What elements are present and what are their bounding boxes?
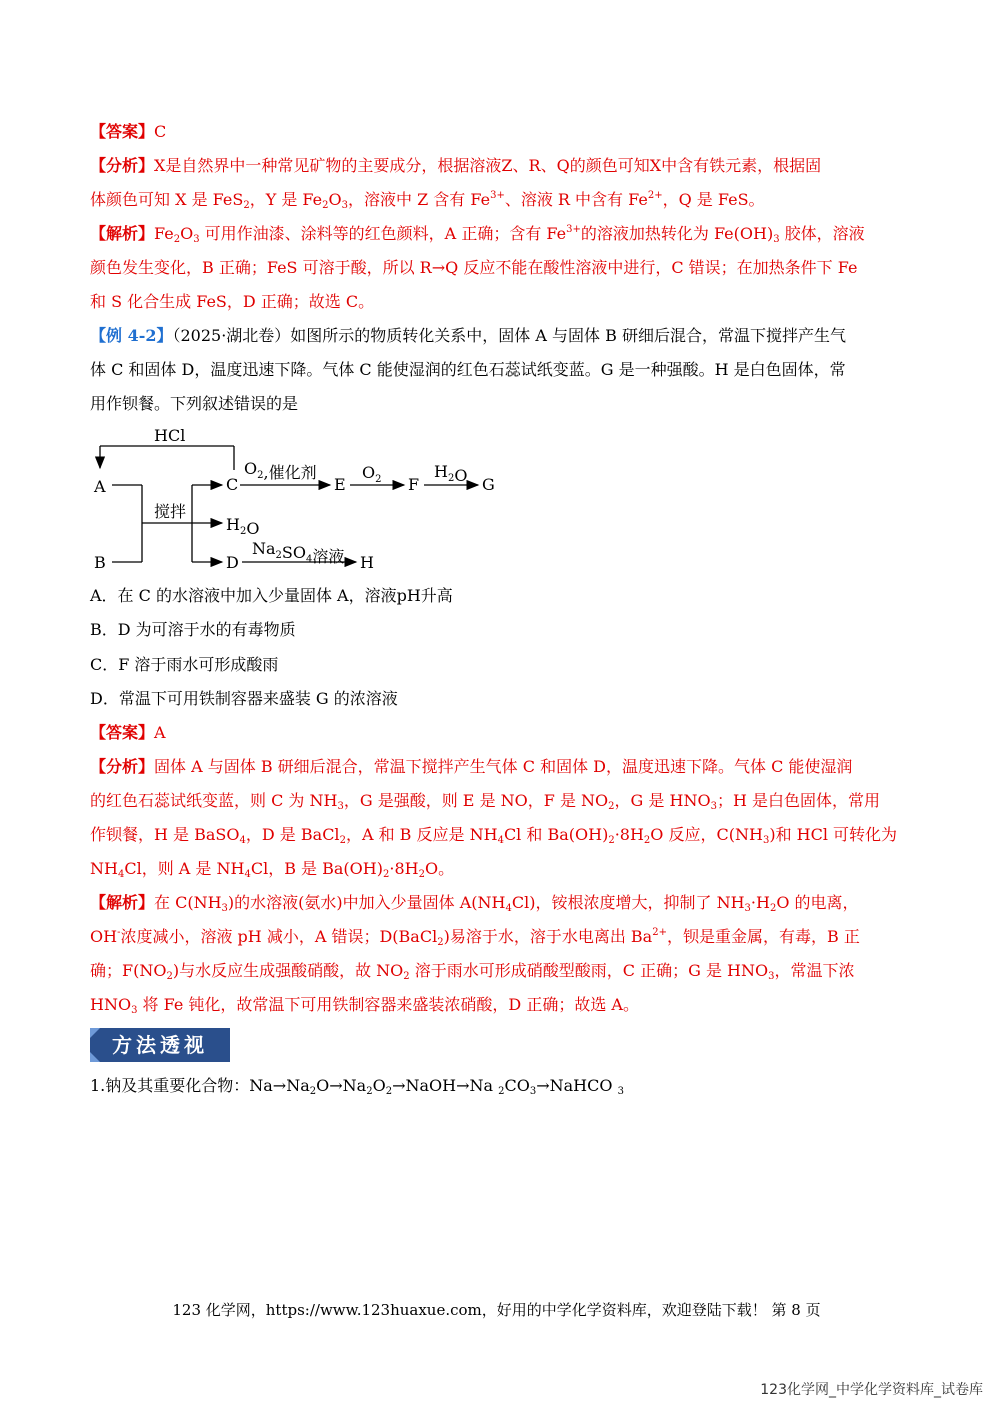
analysis-text: X是自然界中一种常见矿物的主要成分，根据溶液Z、R、Q的颜色可知X中含有铁元素，根据固: [154, 156, 822, 175]
answer-tag: 【答案】: [90, 122, 155, 141]
answer-1: [90, 122, 905, 142]
node-g: G: [482, 475, 495, 494]
solution-tag: 【解析】: [90, 224, 155, 243]
hcl-label: HCl: [154, 426, 186, 445]
page-footer: 123 化学网，https://www.123huaxue.com，好用的中学化学资料库，欢迎登陆下载！ 第 8 页: [172, 1301, 821, 1319]
solution-1-line-3: 和 S 化合生成 FeS，D 正确；故选 C。: [90, 292, 375, 311]
watermark: 123化学网_中学化学资料库_试卷库: [760, 1382, 983, 1398]
solution-2-line-3: 确；$F(NO_2)$与水反应生成强酸硝酸，故 $NO_2$ 溶于雨水可形成硝酸型酸雨，C 正确；G 是 $HNO_3$，常温下浓: [90, 961, 855, 982]
node-c: C: [226, 475, 239, 494]
h2o-label: $H_2O$: [434, 462, 468, 485]
option-d: D．常温下可用铁制容器来盛装 G 的浓溶液: [90, 689, 398, 708]
o2-label: $O_2$: [362, 463, 382, 485]
analysis-2-line-2: 的红色石蕊试纸变蓝，则 C 为 $NH_3$，G 是强酸，则 E 是 NO，F 是 $NO_2$，G 是 $HNO_3$；H 是白色固体，常用: [90, 791, 880, 812]
mix-lines: [112, 485, 222, 562]
option-a: A．在 C 的水溶液中加入少量固体 A，溶液pH升高: [90, 586, 453, 605]
analysis-1-line-1: [90, 156, 905, 176]
example-line-2: 体 C 和固体 D，温度迅速下降。气体 C 能使湿润的红色石蕊试纸变蓝。G 是一种强酸。H 是白色固体，常: [90, 360, 846, 379]
solution-1-line-1: [90, 224, 905, 244]
hcl-loop: [100, 426, 234, 470]
method-banner: [90, 1028, 230, 1062]
solution-text: $Fe_2O_3$ 可用作油漆、涂料等的红色颜料，A 正确；含有 $Fe^{3+}$的溶液加热转化为 $Fe(OH)_3$ 胶体，溶液: [154, 224, 865, 245]
solution-tag: 【解析】: [90, 893, 155, 912]
solution-1-line-2: 颜色发生变化，B 正确；FeS 可溶于酸，所以 R→Q 反应不能在酸性溶液中进行，C 错误；在加热条件下 Fe: [90, 258, 858, 277]
answer-2: [90, 723, 905, 743]
node-f: F: [408, 475, 420, 494]
option-c: C．F 溶于雨水可形成酸雨: [90, 655, 279, 674]
node-e: E: [334, 475, 346, 494]
solution-2-line-4: $HNO_3$ 将 Fe 钝化，故常温下可用铁制容器来盛装浓硝酸，D 正确；故选 A。: [90, 995, 639, 1016]
stir-label: 搅拌: [154, 502, 187, 521]
node-d: D: [226, 553, 239, 572]
analysis-tag: 【分析】: [90, 757, 155, 776]
analysis-text: 固体 A 与固体 B 研细后混合，常温下搅拌产生气体 C 和固体 D，温度迅速下降。气体 C 能使湿润: [154, 757, 853, 776]
solution-2-line-2: OH-浓度减小，溶液 pH 减小，A 错误；D(BaCl$_2$)易溶于水，溶于水电离出 $Ba^{2+}$，钡是重金属，有毒，B 正: [90, 927, 860, 948]
answer-value: A: [154, 723, 166, 742]
sodium-compounds: 1.钠及其重要化合物：$Na\to Na_2O\to Na_2O_2\to NaOH\to Na$ $_2CO_3\to NaHCO$ $_3$: [90, 1076, 624, 1097]
banner-title: 方法透视: [112, 1033, 208, 1057]
analysis-2-line-1: [90, 757, 905, 777]
node-b: B: [94, 553, 106, 572]
node-a: A: [94, 477, 106, 496]
node-h: H: [360, 553, 374, 572]
solution-text: 在 $C(NH_3)$的水溶液(氨水)中加入少量固体 $A(NH_4Cl)$，铵根浓度增大，抑制了 $NH_3\cdot H_2O$ 的电离，: [154, 893, 859, 914]
analysis-1-line-2: 体颜色可知 X 是 FeS$_2$，Y 是 $Fe_2O_3$，溶液中 Z 含有 $Fe^{3+}$、溶液 R 中含有 $Fe^{2+}$，Q 是 FeS。: [90, 190, 765, 211]
conversion-diagram: [88, 422, 518, 578]
analysis-2-line-3: 作钡餐，H 是 BaSO$_4$，D 是 BaCl$_2$，A 和 B 反应是 $NH_4Cl$ 和 $Ba(OH)_2\cdot 8H_2O$ 反应，$C(NH_3)$和 HCl 可转化为: [90, 825, 898, 846]
h2o-product: $H_2O$: [226, 515, 260, 538]
example-line-1: [90, 326, 905, 346]
analysis-tag: 【分析】: [90, 156, 155, 175]
solution-2-line-1: [90, 893, 905, 913]
example-tag: 【例 4-2】: [90, 326, 173, 345]
example-text: （2025·湖北卷）如图所示的物质转化关系中，固体 A 与固体 B 研细后混合，常温下搅拌产生气: [172, 326, 846, 345]
answer-tag: 【答案】: [90, 723, 155, 742]
option-b: B．D 为可溶于水的有毒物质: [90, 620, 296, 639]
analysis-2-line-4: $NH_4Cl$，则 A 是 $NH_4Cl$，B 是 $Ba(OH)_2\cdot 8H_2O$。: [90, 859, 455, 880]
o2-catalyst-label: $O_2$,催化剂: [244, 459, 317, 482]
example-line-3: 用作钡餐。下列叙述错误的是: [90, 394, 299, 413]
answer-value: C: [154, 122, 167, 141]
na2so4-label: $Na_2SO_4$溶液: [252, 539, 345, 566]
